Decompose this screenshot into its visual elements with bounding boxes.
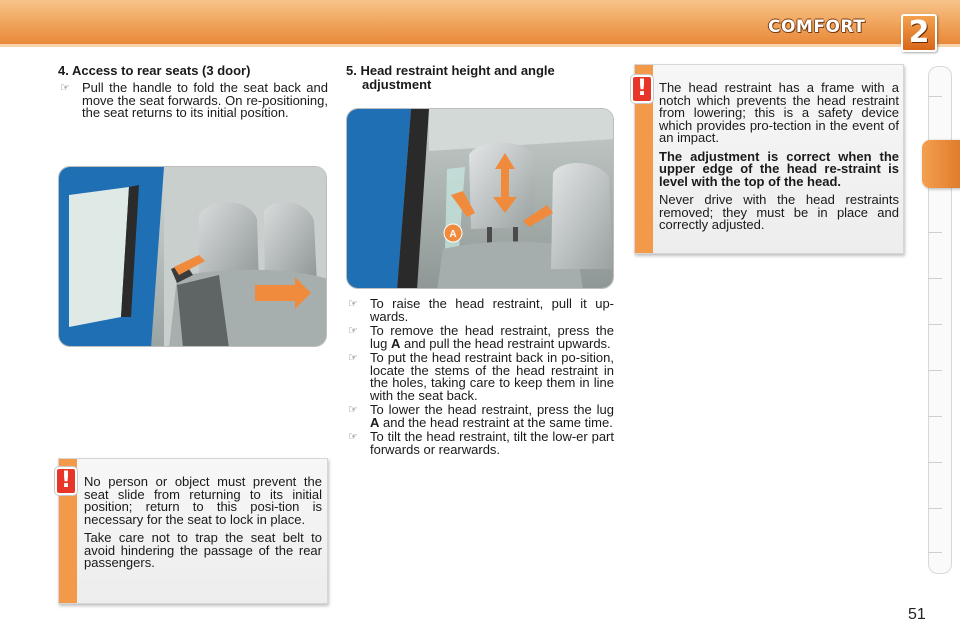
warning-exclamation-icon: !	[55, 467, 77, 495]
list-item-text: Pull the handle to fold the seat back and move the seat forwards. On re-positioning, the seat returns to its initial position.	[82, 80, 328, 120]
warning-paragraph: Take care not to trap the seat belt to avoid hindering the passage of the rear passengers.	[84, 530, 322, 570]
chapter-tab-divider	[928, 96, 942, 97]
pointing-hand-icon: ☞	[348, 325, 358, 337]
warning-paragraph: Never drive with the head restraints removed; they must be in place and correctly adjusted.	[659, 192, 899, 232]
list-item	[346, 325, 614, 350]
warning-text	[659, 82, 899, 238]
list-item	[58, 82, 328, 120]
warning-paragraph: No person or object must prevent the seat slide from returning to its initial position; return to this posi-tion is necessary for the seat to lock in place.	[84, 474, 322, 527]
list-item-text: To lower the head restraint, press the lug	[370, 402, 614, 417]
pointing-hand-icon: ☞	[60, 82, 70, 94]
list-item	[346, 352, 614, 402]
section-heading-head-restraint: 5. Head restraint height and angle adjustment	[346, 63, 555, 92]
rear-seat-illustration	[59, 167, 327, 347]
chapter-tab-divider	[928, 508, 942, 509]
list-item-text: and the head restraint at the same time.	[379, 414, 613, 430]
chapter-tab-active[interactable]	[922, 140, 960, 188]
section-heading-rear-seats: 4. Access to rear seats (3 door)	[58, 63, 251, 78]
chapter-tab-divider	[928, 370, 942, 371]
rear-seats-instructions	[58, 82, 328, 122]
list-item-text: To tilt the head restraint, tilt the low-er part forwards or rearwards.	[370, 429, 614, 457]
lug-reference: A	[370, 414, 380, 430]
head-restraint-photo	[346, 108, 614, 289]
chapter-title: COMFORT	[768, 17, 866, 37]
lug-reference: A	[390, 335, 401, 351]
chapter-tab-divider	[928, 416, 942, 417]
pointing-hand-icon: ☞	[348, 404, 358, 416]
list-item-text: To remove the head restraint, press the lug	[370, 323, 614, 351]
warning-paragraph: The head restraint has a frame with a notch which prevents the head restraint from lowering; this is a safety device which provides pro-tection in the event of an impact.	[659, 80, 899, 145]
list-item	[346, 404, 614, 429]
pointing-hand-icon: ☞	[348, 431, 358, 443]
chapter-number-badge: 2	[901, 14, 937, 52]
warning-paragraph-emphasis: The adjustment is correct when the upper edge of the head re-straint is level with the top of the head.	[659, 148, 899, 189]
head-restraint-illustration	[347, 109, 614, 289]
list-item-text: To put the head restraint back in po-sition, locate the stems of the head restraint in the holes, taking care to keep them in line with the seat back.	[370, 350, 614, 403]
warning-text	[84, 476, 322, 576]
chapter-tab-divider	[928, 278, 942, 279]
chapter-tab-divider	[928, 552, 942, 553]
list-item-text: To raise the head restraint, pull it up-wards.	[370, 296, 614, 324]
list-item-text: and pull the head restraint upwards.	[400, 335, 611, 351]
chapter-tab-divider	[928, 232, 942, 233]
chapter-tab-divider	[928, 324, 942, 325]
warning-exclamation-icon: !	[631, 75, 653, 103]
lug-a-label: A	[449, 229, 457, 240]
list-item	[346, 298, 614, 323]
page-number: 51	[908, 606, 926, 623]
pointing-hand-icon: ☞	[348, 298, 358, 310]
pointing-hand-icon: ☞	[348, 352, 358, 364]
header-rule	[0, 44, 960, 47]
list-item	[346, 431, 614, 456]
chapter-tab-divider	[928, 462, 942, 463]
rear-seat-access-photo	[58, 166, 327, 347]
warning-box-seat-slide	[58, 458, 328, 604]
head-restraint-instructions	[346, 298, 614, 458]
warning-box-head-restraint	[634, 64, 904, 254]
